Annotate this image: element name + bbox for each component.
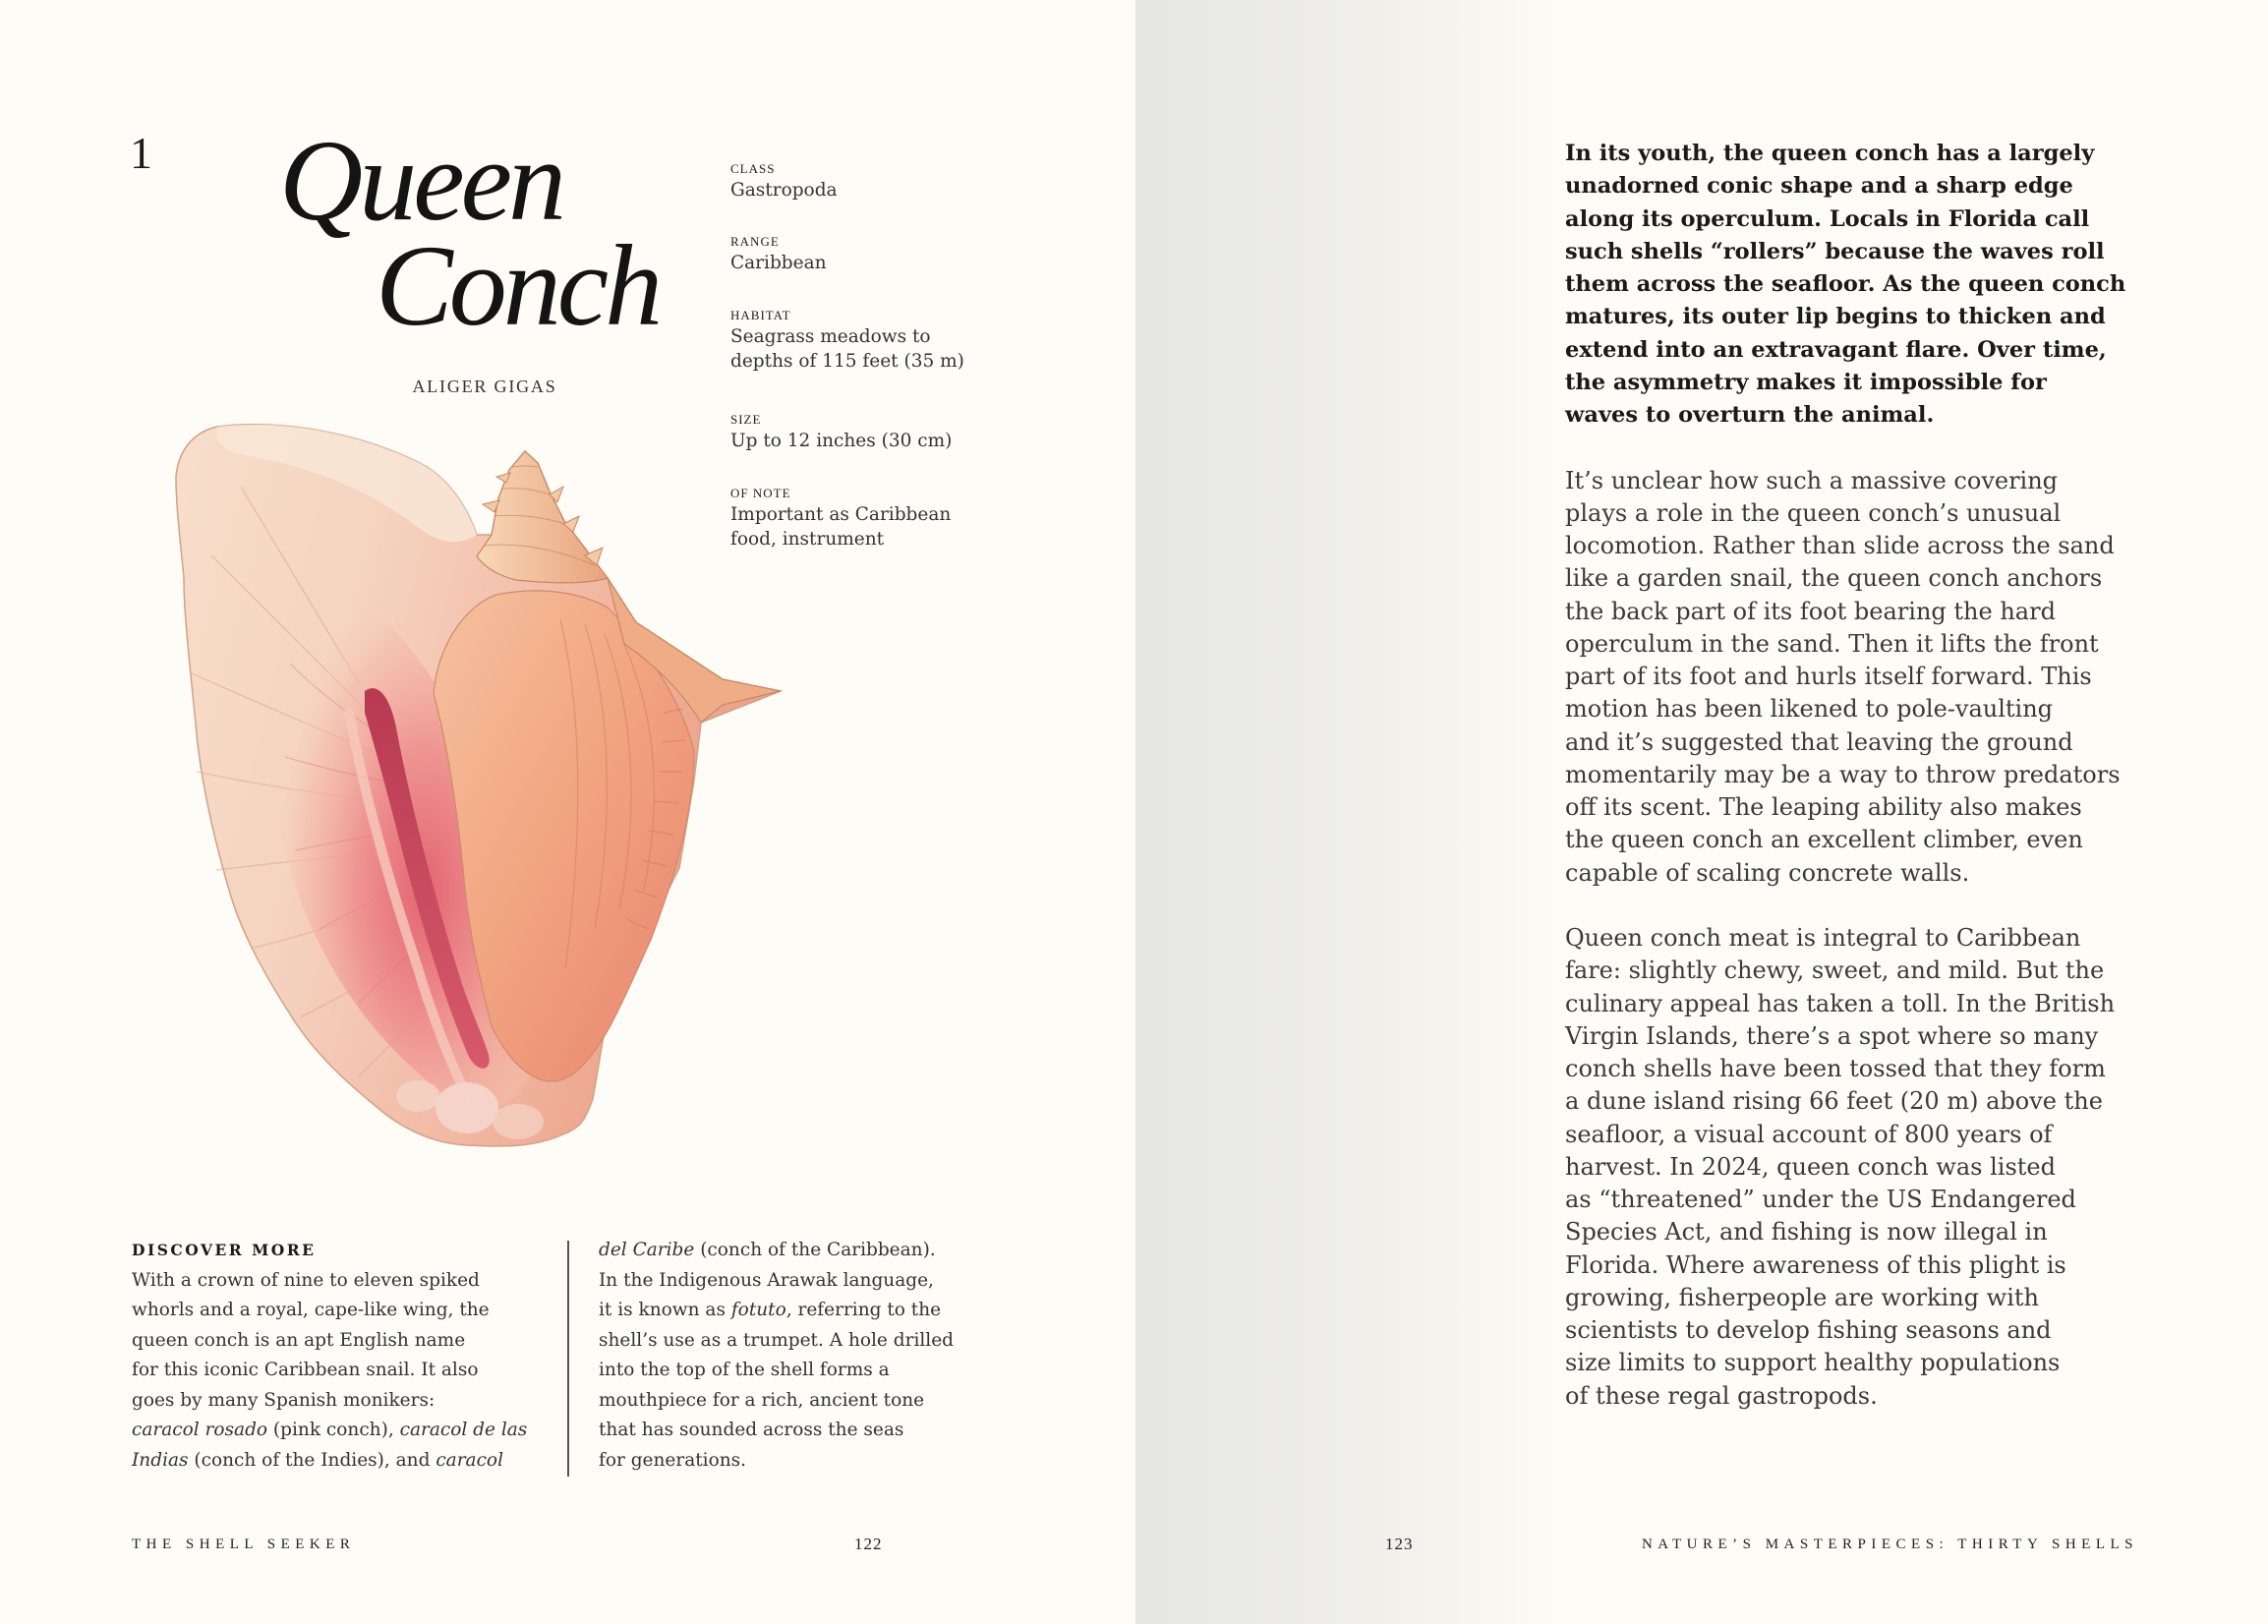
fact-range bbox=[730, 233, 827, 275]
discover-more-heading: DISCOVER MORE bbox=[132, 1241, 317, 1259]
text-line: Queen conch meat is integral to Caribbean bbox=[1565, 924, 2081, 952]
text-line: capable of scaling concrete walls. bbox=[1565, 858, 1970, 887]
text-segment: (conch of the Caribbean). bbox=[694, 1240, 936, 1260]
italic-term: Indias bbox=[132, 1449, 189, 1471]
fact-class bbox=[730, 160, 838, 203]
text-line: them across the seafloor. As the queen conch bbox=[1565, 271, 2126, 297]
text-line: Important as Caribbean bbox=[730, 504, 952, 525]
text-segment: , referring to the bbox=[785, 1300, 942, 1320]
text-line: Species Act, and fishing is now illegal in bbox=[1565, 1218, 2048, 1247]
text-line: mouthpiece for a rich, ancient tone bbox=[599, 1389, 925, 1411]
entry-number: 1 bbox=[130, 128, 152, 178]
italic-term: fotuto bbox=[730, 1300, 786, 1320]
fact-value bbox=[730, 251, 827, 275]
text-line: Caribbean bbox=[730, 253, 827, 273]
text-line: seafloor, a visual account of 800 years of bbox=[1565, 1120, 2053, 1148]
text-line: and it’s suggested that leaving the ground bbox=[1565, 727, 2073, 756]
text-line: whorls and a royal, cape-like wing, the bbox=[132, 1300, 490, 1320]
text-line: conch shells have been tossed that they form bbox=[1565, 1055, 2106, 1082]
text-line: for this iconic Caribbean snail. It also bbox=[132, 1360, 479, 1380]
text-line: part of its foot and hurls itself forward. This bbox=[1565, 663, 2092, 690]
text-line bbox=[599, 1296, 954, 1326]
text-line: waves to overturn the animal. bbox=[1565, 402, 1935, 428]
text-line: as “threatened” under the US Endangered bbox=[1565, 1186, 2076, 1213]
text-line: With a crown of nine to eleven spiked bbox=[132, 1269, 480, 1291]
text-line: the back part of its foot bearing the hard bbox=[1565, 597, 2056, 625]
text-segment: (pink conch), bbox=[267, 1420, 400, 1440]
body-paragraph bbox=[1565, 922, 2125, 1413]
page-number: 123 bbox=[1385, 1535, 1414, 1553]
title-line-1: Queen bbox=[279, 116, 562, 245]
text-line: plays a role in the queen conch’s unusual bbox=[1565, 498, 2062, 527]
running-title: THE SHELL SEEKER bbox=[132, 1537, 356, 1552]
italic-term: caracol de las bbox=[399, 1420, 528, 1440]
italic-term: del Caribe bbox=[599, 1240, 695, 1260]
text-line: that has sounded across the seas bbox=[599, 1420, 904, 1440]
discover-more-column-1 bbox=[132, 1236, 527, 1476]
article-text bbox=[1565, 138, 2125, 1413]
discover-more-column-2 bbox=[599, 1236, 954, 1476]
text-line: depths of 115 feet (35 m) bbox=[730, 351, 964, 372]
text-line: Virgin Islands, there’s a spot where so many bbox=[1565, 1021, 2099, 1050]
text-line: food, instrument bbox=[730, 529, 885, 550]
text-line bbox=[132, 1416, 527, 1446]
text-line: off its scent. The leaping ability also makes bbox=[1565, 793, 2082, 821]
text-line: unadorned conic shape and a sharp edge bbox=[1565, 173, 2073, 200]
text-line: queen conch is an apt English name bbox=[132, 1329, 466, 1351]
text-line: Gastropoda bbox=[730, 180, 838, 201]
fact-label: OF NOTE bbox=[730, 486, 791, 500]
text-line: culinary appeal has taken a toll. In the British bbox=[1565, 989, 2116, 1017]
text-line: In the Indigenous Arawak language, bbox=[599, 1269, 934, 1291]
text-line: goes by many Spanish monikers: bbox=[132, 1389, 436, 1411]
text-line: Up to 12 inches (30 cm) bbox=[730, 431, 953, 451]
fact-value bbox=[730, 178, 838, 203]
text-segment: it is known as bbox=[599, 1300, 731, 1320]
fact-label: HABITAT bbox=[730, 308, 791, 322]
text-line: motion has been likened to pole-vaulting bbox=[1565, 695, 2054, 724]
text-line: extend into an extravagant flare. Over time, bbox=[1565, 336, 2107, 363]
text-line: locomotion. Rather than slide across the sand bbox=[1565, 532, 2115, 559]
shell-spire bbox=[477, 451, 608, 583]
lead-paragraph bbox=[1565, 138, 2125, 432]
text-line: Florida. Where awareness of this plight is bbox=[1565, 1250, 2066, 1279]
text-line: operculum in the sand. Then it lifts the front bbox=[1565, 629, 2099, 658]
column-divider bbox=[567, 1241, 569, 1477]
fact-label: CLASS bbox=[730, 161, 776, 176]
queen-conch-illustration bbox=[172, 418, 791, 1165]
text-line: harvest. In 2024, queen conch was listed bbox=[1565, 1152, 2056, 1181]
text-line: size limits to support healthy populations bbox=[1565, 1349, 2061, 1377]
text-line: of these regal gastropods. bbox=[1565, 1381, 1878, 1410]
right-page bbox=[1135, 0, 2268, 1624]
fact-label: RANGE bbox=[730, 234, 780, 249]
page-number: 122 bbox=[854, 1535, 883, 1553]
text-line: a dune island rising 66 feet (20 m) above the bbox=[1565, 1087, 2103, 1116]
italic-term: caracol rosado bbox=[132, 1420, 268, 1440]
text-line: It’s unclear how such a massive covering bbox=[1565, 466, 2059, 494]
text-line: shell’s use as a trumpet. A hole drilled bbox=[599, 1329, 954, 1351]
fact-habitat bbox=[730, 307, 964, 374]
scientific-name: ALIGER GIGAS bbox=[412, 377, 557, 396]
title-line-2: Conch bbox=[376, 221, 660, 350]
text-line: Seagrass meadows to bbox=[730, 326, 931, 347]
text-line: like a garden snail, the queen conch anchors bbox=[1565, 564, 2103, 593]
text-line: the asymmetry makes it impossible for bbox=[1565, 369, 2047, 395]
fact-label: SIZE bbox=[730, 412, 762, 427]
running-title: NATURE’S MASTERPIECES: THIRTY SHELLS bbox=[1641, 1537, 2138, 1552]
discover-more-text bbox=[132, 1266, 527, 1477]
text-line: for generations. bbox=[599, 1449, 747, 1471]
text-line: along its operculum. Locals in Florida call bbox=[1565, 205, 2090, 232]
text-line: such shells “rollers” because the waves roll bbox=[1565, 238, 2105, 264]
fact-value bbox=[730, 324, 964, 374]
text-line: growing, fisherpeople are working with bbox=[1565, 1283, 2039, 1311]
text-line bbox=[132, 1446, 527, 1477]
body-paragraph bbox=[1565, 465, 2125, 890]
text-line: fare: slightly chewy, sweet, and mild. But the bbox=[1565, 957, 2105, 985]
text-line: scientists to develop fishing seasons and bbox=[1565, 1316, 2052, 1344]
text-line: matures, its outer lip begins to thicken and bbox=[1565, 304, 2106, 330]
text-line: the queen conch an excellent climber, even bbox=[1565, 826, 2083, 854]
text-segment: (conch of the Indies), and bbox=[188, 1449, 436, 1471]
italic-term: caracol bbox=[436, 1449, 503, 1471]
text-line bbox=[599, 1236, 954, 1266]
text-line: into the top of the shell forms a bbox=[599, 1360, 890, 1380]
text-line: momentarily may be a way to throw predators bbox=[1565, 760, 2121, 788]
text-line: In its youth, the queen conch has a largely bbox=[1565, 141, 2095, 166]
